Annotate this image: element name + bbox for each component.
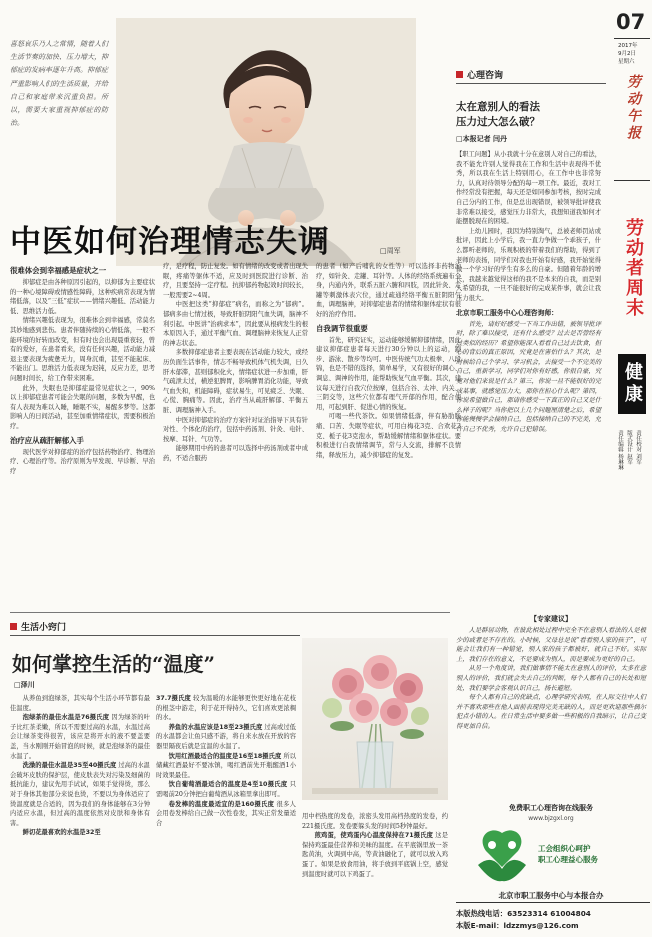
- logo-caption: 工会组织心呵护 职工心理益心服务: [538, 844, 598, 864]
- divider: [10, 612, 450, 613]
- feature-column-2: [163, 262, 308, 463]
- feature-byline: □周军: [380, 247, 401, 255]
- paragraph: 情绪兴趣低表现为，很难体会到幸福感，常莫名其妙地感到悲伤。患者伴随持续的心情低落，一般不能环境的好转而改变，但有时也会出现晨重夜轻，曾有的爱好，在患者看来，没有任何兴趣，活动能力减退主要表现为疲惫无力，周身沉重，甚至不能起床、不能出门。思维活力低表现为迟钝，反应力差，思考问题时间长，给工作带来困难。: [10, 317, 155, 382]
- paragraph: 用中档热度的发卷，浓密头发用高档热度的发卷，约221摄氏度。发卷要躲头发的时间5秒钟最好。: [302, 813, 448, 830]
- service-website[interactable]: www.bjzgxl.org: [528, 815, 574, 822]
- credits: 责任编辑 杨琳琳 版式设计 赵军 责任校对 刘军: [617, 430, 641, 471]
- psychology-consult-section: [456, 68, 606, 598]
- divider: [10, 635, 300, 636]
- square-icon: [456, 71, 463, 78]
- paragraph: 人是群居动物，在彼此相处过程中完全不在意别人看法的人是极少的或者是不存在的。小时候，父母总是说“看看别人家的孩子”，可能会让我们有一种错觉，别人家的孩子都被好，就自己不好。实际上，我们存在的意义，不是要成为别人，而是要成为更好的自己。: [456, 627, 646, 663]
- subheading: 治疗应从疏肝解郁入手: [10, 435, 84, 445]
- paragraph: 首先，研究证实，运动能够缓解抑郁情绪，因此建议抑郁症患者每天进行30分钟以上的运动，跑步、游泳、散步等均可。中医传统气功太极拳、八段锦，也是不错的选择，简单易学，又有很好的调心、调息、调神的作用，能帮助恢复气血平衡。其次，建议每天进行自我穴位按摩，包括合谷、太冲、内关、三阴交等，这些穴位都有理气开郁的作用，配合使用，可起到肝、促进心情的恢复。: [316, 336, 461, 411]
- paragraph: 从另一个角度讲，我们做事情不能太在意别人的评价，太多在意别人的评价，我们就会失去自己的判断，每个人都有自己的长处和短处，我们要学会客观认识自己，扬长避短。: [456, 665, 646, 692]
- expert-advice-box: [456, 610, 646, 732]
- question-paragraph: 【职工问题】从小我就十分在意别人对自己的看法，我不能允许别人觉得我在工作和生活中表现得不优秀，所以我在生活上特别用心，在工作中也非常努力，认真对待领导分配的每一项工作。最近，我对工作经常没有把握，每天还是如同参加考核，按时完成自己分内的工作，但是总出现错误，被领导批评使我非常难以接受，感觉压力非常大，我想知道我如何才能摆脱现在的困境。: [456, 151, 601, 226]
- feature-headline: 中医如何治理情志失调: [10, 224, 330, 260]
- feature-column-3: [316, 262, 461, 460]
- divider: [614, 180, 650, 181]
- paragraph: 多数抑郁症患者主要表现在活动能力较大，或经历负面生活事件，情志不畅导致机体气机失调，日久肝木郁滞，甚则郁积化火，情绪症状进一步加重，肝气疏泄太过，横逆犯脾胃，影响脾胃消化功能，导致气血失和，机能障碍，症状易生，可见疲乏、失眠、心慌、胸痛等。因此，治疗当从疏肝解郁、平衡五脏、调理脑神入手。: [163, 349, 308, 414]
- masthead-sidebar: [612, 0, 652, 610]
- hands-heart-logo-icon: [472, 825, 532, 885]
- divider: [456, 902, 650, 903]
- life-headline: 如何掌控生活的“温度”: [12, 652, 216, 676]
- paper-logo: 劳动午报: [625, 74, 641, 142]
- contact-email[interactable]: ldzzmys@126.com: [503, 921, 579, 930]
- feature-column-1: [10, 262, 155, 476]
- subheading: 很难体会到幸福感是症状之一: [10, 266, 107, 275]
- answer-paragraph: 首先，请好好感受一下当工作出错，被领导批评时，除了难以接受，还有什么感受？过去是否曾经有过类似的经历？希望你能深入看看自己过去饮食，担心的背后的真正原因，究竟是在害怕什么？其次，是时候给自己个学习、学习机会，去接受一个不完美的自己，重新学习，同学们对你有好感，你很自豪，究竟对他们来说是什么？第三，你说一旦不能很好的完成某事，就感觉压力大，那你在担心什么呢？第四，你说希望做自己，那请你感受一下真正的自己又是什么样子的呢？当你把以上几个问题厘清楚之后，希望你能慢慢学会接纳自己，包括接纳自己的不完美，允许自己不优秀，允许自己犯错误。: [456, 320, 601, 434]
- paragraph: 从养鱼到泡绿茶，其实每个生活小环节都有最佳温度。: [10, 695, 150, 712]
- section-topic-badge: 健康: [618, 354, 646, 414]
- square-icon: [10, 623, 17, 630]
- expert-heading: 【专家建议】: [530, 615, 572, 623]
- paragraph: 抑郁症是由各种原因引起的，以抑郁为主要症状的一种心境障碍或情感性障碍，这种疾病常表现为情绪低落，以及“三低”症状——情绪兴趣低、活动能力低、思维活力低。: [10, 279, 155, 315]
- subheading: 自我调节很重要: [316, 323, 368, 333]
- life-column-2: 37.7摄氏度 较为温暖的水能够更快更好地在花枝的根茎中游走，利于花开得持久，它们喜欢更浓稠的水。 养鱼的水温应该是18至23摄氏度 过高或过低的水温都会让鱼只感不游，将自来水放在开放的容器里隔夜后就是宜温的水温了。 饮用红酒最适合的温度是16至18摄氏度 所以储藏红酒最好不要冰镇，喝红酒前先开瓶醒酒1小时效果最佳。 饮自葡萄酒最适合的温度是4至10摄氏度 只需喝前20分钟把白葡萄酒从冰箱里拿出即可。 卷发棒的温度最适宜的是160摄氏度 很多人会用卷发棒给自己做一次性卷发，其实正常发量适合: [156, 695, 297, 827]
- life-column-1: 从养鱼到泡绿茶，其实每个生活小环节都有最佳温度。 泡绿茶的最佳水温是76摄氏度 因为绿茶的叶子比红茶柔嫩，所以不需要过高的水温，水温过高会让绿茶变得很苦，该应是将开水的液不要盖要盖，当水刚刚开始冒泡的时候，就是泡绿茶的最佳水温了。 洗澡的最佳水温是35至40摄氏度 过高的水温会破坏皮肤的保护层，使皮肤表失对污染及细菌的抵抗能力，建议先用手试试，如果手觉得烫，那么对于身体其他部分来说也烫，不要以为身体适应了烫温度就是合适的，因为我们的身体能够在3分钟内适应水温，但过高的温度依然对皮肤和身体有害。 鲜切花最喜欢的水温是32至: [10, 695, 151, 837]
- life-byline: □泽川: [14, 681, 35, 689]
- organizer: 北京市职工服务中心与本报合办: [498, 891, 604, 900]
- page-number: 07: [616, 10, 646, 34]
- contact-info: 本版热线电话：63523314 61004804 本版E-mail：ldzzmys@126.com: [456, 909, 591, 930]
- paragraph: 现代医学对抑郁症的治疗包括药物治疗、物理治疗、心理治疗等。治疗原则为早发现、早诊断、早治疗: [10, 448, 155, 475]
- psy-title: 太在意别人的看法 压力过大怎么破？: [456, 101, 540, 128]
- paragraph: 此外，失眠也是抑郁症最常见症状之一，90%以上抑郁症患者可能会失眠的问题，多数为早醒，也有人表现为难以入睡，睡眠不实，易醒多梦等。这都影响人的日间活动，甚至加重情绪症状，需要积极治疗。: [10, 384, 155, 430]
- union-logo: [472, 825, 632, 885]
- life-column-3: 用中档热度的发卷，浓密头发用高档热度的发卷，约221摄氏度。发卷要躲头发的时间5秒钟最好。 煎鸡蛋，使鸡蛋内心温度保持在71摄氏度 这是保持鸡蛋最佳营养和美味的温度。在平底锅里放一茶匙黄油，火调到中高，等黄油融化了，就可以放入鸡蛋了。如果是放食用油，将手放到平底锅上空，感觉到温度时就可以下鸡蛋了。: [302, 813, 448, 878]
- flower-vase-photo: [302, 638, 448, 800]
- psy-byline: □本报记者 闫丹: [456, 135, 508, 143]
- paragraph: 上幼儿园时，我因为特别淘气，总被老师罚站或批评，因此上小学后，我一直力争做一个乖孩子，什么都听老师的，乐观积极的带着我们的帮助，得到了老师的表扬，同学们对我也开始有好感，我开始觉得做一个学习好的学生有多么的自豪。但随着年龄的增长，我越来越觉得这样的我不是本来的自我，而是别人希望的我，一旦不能很好的完成某件事，就会让我压力很大。: [456, 227, 601, 302]
- paragraph: 疗，足疗程，防止复发。如有情绪的改变或者出现失眠，疼痛等躯体不适，应及时到医院进行诊断、治疗，且要坚持一定疗程。抗抑郁药物起效时间较长，一般需要2~4周。: [163, 263, 308, 299]
- paragraph: 可喝一些代茶饮。如果情绪低落，伴有胁肋胀痛、口苦、失眠等症状，可用白梅花3克、合欢花3克、栀子花3克泡水，帮助缓解情绪和躯体症状。要积极进行自我情绪调节，常与人交流，排解不良情绪，释放压力，减少抑郁症的复发。: [316, 413, 461, 459]
- life-tips-section: [10, 618, 448, 930]
- section-tag: 心理咨询: [456, 68, 606, 81]
- peony-bouquet-image: [302, 638, 448, 800]
- feature-intro: 喜怒哀乐乃人之常情，随着人们生活节奏的加快、压力增大，抑郁症的发病率逐年升高。抑郁症严重影响人们的生活质量，并给自己和家庭带来沉重负担。所以，需要大家重视抑郁症的防治。: [10, 40, 108, 128]
- paragraph: 每个人都有自己的优缺点，心理学研究表明，在人际交往中人们并不喜欢那些在他人面前表现得完美无缺的人，而是更欢迎那些偶尔犯点小错的人。在日常生活中要多做一些积极的自我暗示，让自己变得更加自信。: [456, 694, 646, 730]
- service-banner: 免费职工心理咨询在线服务 www.bjzgxl.org: [456, 803, 646, 822]
- paragraph: 中医把这类“抑郁症”病名，而称之为“郁病”。郁病多由七情过极，导致肝脏阴阳气血失调，脑神不利引起。中医讲“治病求本”，因此要从根病发生的根本原因入手，通过平衡气血、调理脑神来恢复人正常的神志状态。: [163, 301, 308, 347]
- paragraph: 中医对抑郁症的治疗方案针对证治指导下具有针对性、个体化的治疗，包括中药汤剂、针灸、电针、按摩、耳针、气功等。: [163, 416, 308, 443]
- paragraph: 能够期用中药的患者可以选择中药汤剂或者中成药，不适合服药: [163, 445, 308, 462]
- counselor-label: 北京市职工服务中心心理咨询师：: [456, 308, 558, 317]
- section-name: 劳动者周末: [623, 218, 644, 318]
- feature-body: [10, 262, 466, 614]
- paragraph: 的患者（如产后哺乳的女性等）可以选择非药物治疗，如针灸、走罐、耳针等。人体的经络系统遍布全身，内通内外，联系五脏六腑和四肢，因此针灸、走罐等刺激体表穴位，通过疏通经络平衡五脏阴阳气血，调理脑神，对抑郁症患者的情绪和躯体症状有很好的治疗作用。: [316, 263, 461, 318]
- divider: [614, 38, 650, 39]
- expert-advice-section: [452, 610, 652, 937]
- hotline-number[interactable]: 63523314 61004804: [507, 909, 591, 918]
- section-tag: 生活小窍门: [10, 620, 448, 633]
- divider: [456, 83, 606, 84]
- issue-date: 2017年 9月2日 星期六: [618, 43, 638, 65]
